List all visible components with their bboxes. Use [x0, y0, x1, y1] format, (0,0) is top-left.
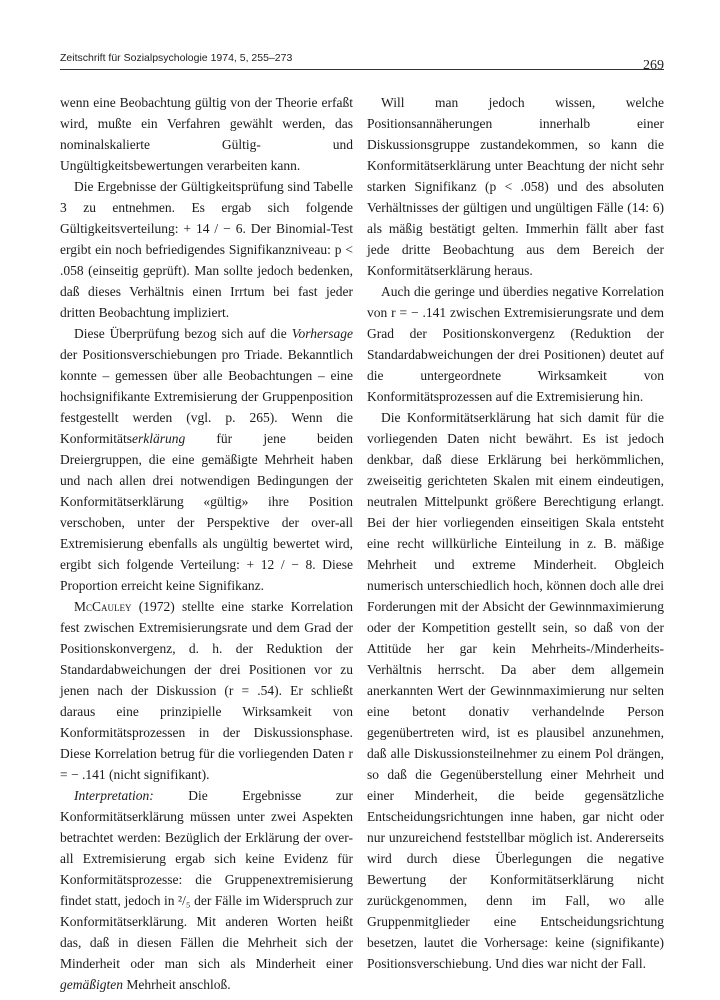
emphasis: erklärung — [132, 431, 186, 446]
paragraph — [60, 785, 353, 995]
paragraph: wenn eine Beobachtung gültig von der Theorie erfaßt wird, mußte ein Verfahren gewählt werden, das nominalskalierte Gültig- und Ungültigkeitsbewertungen verarbeiten kann. — [60, 95, 353, 173]
text-run: (1972) stellte eine starke Korrelation fest zwischen Extremisierungsrate und dem Grad der Positionskonvergenz, d. h. der Reduktion der Standardabweichungen der drei Positionen vor zu jenen nach der Diskussion (r = .54). Er schließt daraus eine prinzipielle Wirksamkeit von Konformitätsprozessen in der Diskussionsphase. Diese Korrelation betrug für die vorliegenden Daten r = − .141 (nicht signifikant). — [60, 599, 353, 782]
page-number: 269 — [643, 58, 664, 73]
right-column — [367, 92, 664, 974]
header-rule — [60, 69, 664, 70]
section-label: Interpretation: — [74, 788, 154, 803]
paragraph: Will man jedoch wissen, welche Positionsannäherungen innerhalb einer Diskussionsgruppe zustandekommen, so kann die Konformitätserklärung unter Beachtung der nicht sehr starken Signifikanz (p < .058) und des absoluten Verhältnisses der gültigen und ungültigen Fälle (14: 6) als mäßig bestätigt gelten. Immerhin fällt aber fast jede dritte Beobachtung aus dem Bereich der Konformitätserklärung heraus. — [367, 95, 664, 278]
paragraph: Die Ergebnisse der Gültigkeitsprüfung sind Tabelle 3 zu entnehmen. Es ergab sich folgende Gültigkeitsverteilung: + 14 / − 6. Der Binomial-Test ergibt ein noch befriedigendes Signifikanzniveau: p < .058 (einseitig geprüft). Man sollte jedoch bedenken, daß dieses Verhältnis einen Irrtum bei fast jeder dritten Beobachtung impliziert. — [60, 179, 353, 320]
emphasis: Vorhersage — [291, 326, 353, 341]
text-run: der Positionsverschiebungen pro Triade. Bekanntlich konnte – gemessen über alle Beobachtungen – eine hochsignifikante Extremisierung der Gruppenposition festgestellt werden (vgl. p. 265). Wenn die Konformitäts — [60, 347, 353, 446]
author-name: McCauley — [74, 599, 132, 614]
paragraph: Die Konformitätserklärung hat sich damit für die vorliegenden Daten nicht bewährt. Es ist jedoch denkbar, daß diese Erklärung bei herkömmlichen, zweiseitig gerichteten Skalen mit einem eindeutigen, neutralen Mittelpunkt größere Berechtigung erlangt. Bei der hier vorliegenden einseitigen Skala entsteht eine recht willkürliche Einteilung in z. B. mäßige Mehrheit und extreme Minderheit. Obgleich numerisch unterschiedlich hoch, können doch alle drei Forderungen mit der Absicht der Gewinnmaximierung oder der Kompetition gestellt sein, so daß von der Attitüde her gar kein Mehrheits-/Minderheits-Verhältnis herrscht. Da aber dem allgemein anerkannten Wert der Gewinnmaximierung nur selten eine betont donativ verhandelnde Person gegenübertreten wird, ist es plausibel anzunehmen, daß alle Diskussionsteilnehmer zu einem Pol drängen, so daß die Gegenüberstellung einer Mehrheit und einer Minderheit, die beide gegensätzliche Entscheidungsrichtungen inne haben, gar nicht oder nur unzureichend feststellbar möglich ist. Andererseits wird durch diese Überlegungen die negative Bewertung der Konformitätserklärung nicht zurückgenommen, denn im Fall, wo alle Gruppenmitglieder eine Entscheidungsrichtung besetzen, lautet die Vorhersage: keine (signifikante) Positionsverschiebung. Und dies war nicht der Fall. — [367, 410, 664, 971]
paragraph — [60, 596, 353, 785]
text-run: Die Ergebnisse zur Konformitätserklärung müssen unter zwei Aspekten betrachtet werden: Bezüglich der Erklärung der over-all Extremisierung ergab sich keine Evidenz für Konformitätsprozesse: die Gruppenextremisierung findet statt, jedoch in ²/₅ der Fälle im Widerspruch zur Konformitätserklärung. Mit anderen Worten heißt das, daß in diesen Fällen die Mehrheit sich der Minderheit oder man sich als Minderheit einer — [60, 788, 353, 971]
text-run: für jene beiden Dreiergruppen, die eine gemäßigte Mehrheit haben und nach allen drei notwendigen Bedingungen der Konformitätserklärung «gültig» ihre Position verschoben, unter der Perspektive der over-all Extremisierung ebenfalls als ungültig bewertet wird, ergibt sich folgende Verteilung: + 12 / − 8. Diese Proportion erreicht keine Signifikanz. — [60, 431, 353, 593]
text-run: Diese Überprüfung bezog sich auf die — [74, 326, 292, 341]
running-head: Zeitschrift für Sozialpsychologie 1974, 5, 255–273 — [60, 52, 293, 64]
emphasis: gemäßigten — [60, 977, 123, 992]
paragraph: Auch die geringe und überdies negative Korrelation von r = − .141 zwischen Extremisierungsrate und dem Grad der Positionskonvergenz (Reduktion der Standardabweichungen der drei Positionen) deutet auf die untergeordnete Wirksamkeit von Konformitätsprozessen auf die Extremisierung hin. — [367, 284, 664, 404]
text-run: Mehrheit anschloß. — [123, 977, 231, 992]
paragraph — [60, 323, 353, 596]
left-column — [60, 92, 353, 995]
